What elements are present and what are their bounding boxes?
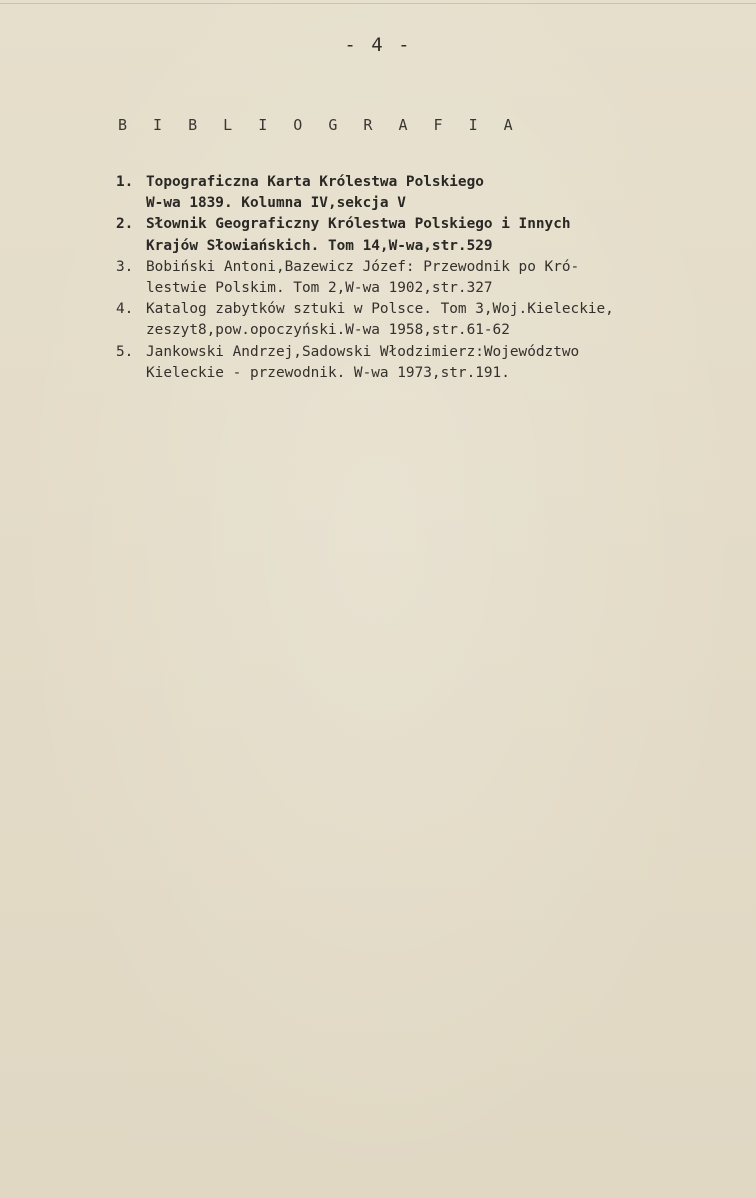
entry-number: 1.: [116, 174, 134, 190]
entry-line: W-wa 1839. Kolumna IV,sekcja V: [146, 195, 406, 212]
entry-number: 5.: [116, 343, 134, 360]
entry-text: Słownik Geograficzny Królestwa Polskiego i Innych: [146, 216, 571, 233]
entry-line: [116, 214, 676, 235]
entry-line: Kieleckie - przewodnik. W-wa 1973,str.191.: [146, 364, 510, 381]
entry-line: lestwie Polskim. Tom 2,W-wa 1902,str.327: [146, 280, 493, 297]
entry-text: Jankowski Andrzej,Sadowski Włodzimierz:Województwo: [146, 343, 580, 360]
bibliography-entry-1: [116, 172, 676, 214]
entry-text: Bobiński Antoni,Bazewicz Józef: Przewodnik po Kró-: [146, 258, 580, 275]
bibliography-list: [116, 172, 676, 384]
top-edge-line: [0, 3, 756, 4]
entry-text: Topograficzna Karta Królestwa Polskiego: [146, 174, 484, 190]
page-number: - 4 -: [344, 34, 412, 56]
entry-number: 2.: [116, 216, 134, 233]
entry-line: Krajów Słowiańskich. Tom 14,W-wa,str.529: [146, 237, 493, 254]
entry-line: [116, 342, 676, 363]
entry-text: Katalog zabytków sztuki w Polsce. Tom 3,Woj.Kieleckie,: [146, 301, 614, 318]
bibliography-entry-5: [116, 342, 676, 384]
entry-number: 3.: [116, 258, 134, 275]
entry-line: [116, 299, 676, 320]
bibliography-heading: B I B L I O G R A F I A: [118, 116, 522, 134]
bibliography-entry-2: [116, 214, 676, 256]
entry-line: zeszyt8,pow.opoczyński.W-wa 1958,str.61-62: [146, 322, 510, 339]
entry-number: 4.: [116, 301, 134, 318]
entry-line: [116, 172, 676, 193]
bibliography-entry-3: [116, 257, 676, 299]
bibliography-entry-4: [116, 299, 676, 341]
entry-line: [116, 257, 676, 278]
